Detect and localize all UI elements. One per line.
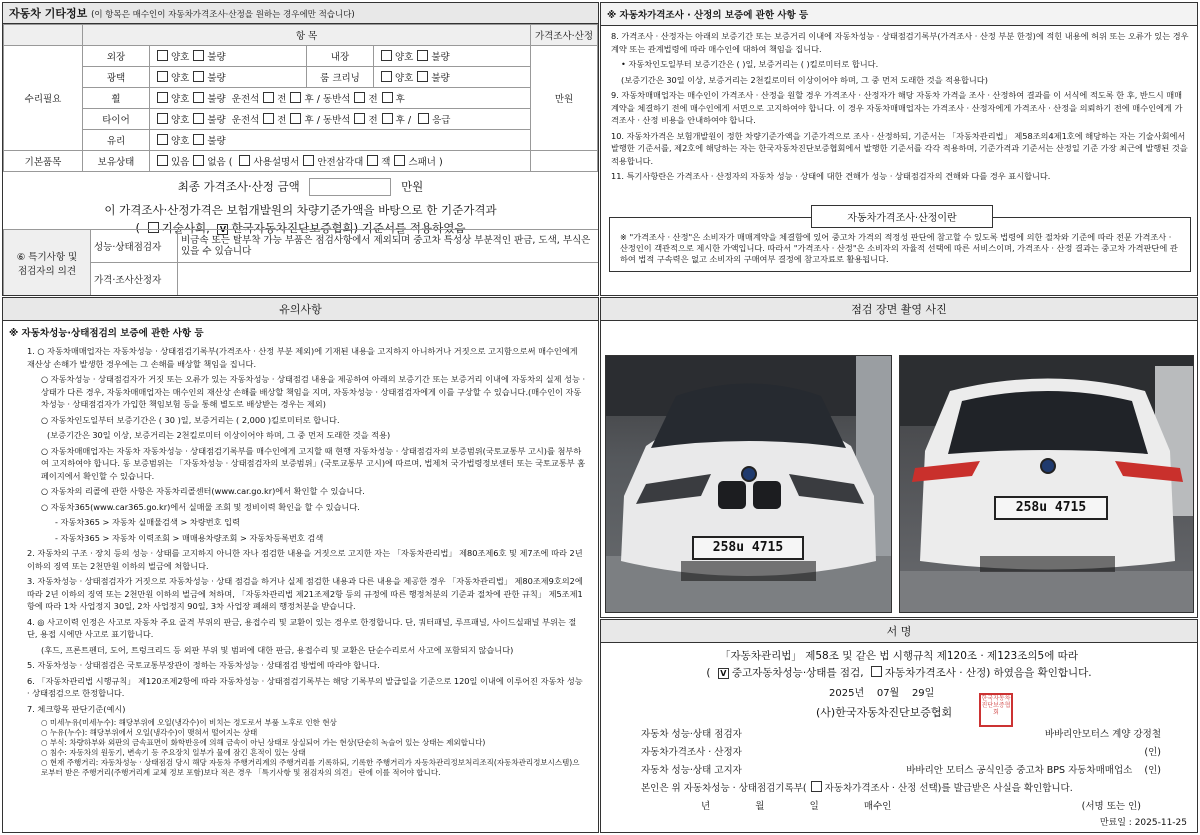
- rear-car-image: [900, 356, 1194, 613]
- association-name: (사)한국자동차진단보증협회: [816, 706, 953, 719]
- notes-panel: [2, 297, 599, 833]
- note-3: 3. 자동차성능 · 상태점검자가 거짓으로 자동차성능 · 상태 점검을 하거나 실제 점검한 내용과 다른 내용을 제공한 경우 「자동차관리법」 제80조제9호의2에 따라 2년 이하의 징역 또는 2천만원 이하의 벌금에 처하며, 「자동차관리법 제21조제2항 등의 규정에 따른 행정처분의 기준과 절차에 관한 규칙」 제5조제1항에 따라 1차 사업정지 30일, 2차 사업정지 90일, 3차 사업장 폐쇄의 행정처분을 받습니다.: [27, 576, 583, 611]
- have-checkbox[interactable]: [157, 155, 168, 166]
- wheel-label: 휠: [83, 88, 150, 109]
- repair-price-unit: 만원: [531, 46, 598, 151]
- jack-label: 잭: [381, 157, 391, 168]
- inspection-checkbox[interactable]: V: [718, 668, 729, 679]
- buyer-day: 일: [809, 801, 819, 812]
- front-license-plate: 258u 4715: [692, 536, 804, 560]
- emergency-label: 응급: [432, 115, 451, 126]
- receipt-post: 자동차가격조사 · 산정 선택)를 발급받은 사실을 확인합니다.: [824, 783, 1073, 794]
- note-7a: ○ 미세누유(미세누수): 해당부위에 오일(냉각수)이 비치는 정도로서 부품 노후로 인한 현상: [41, 718, 337, 727]
- special-label-line1: ⑥ 특기사항 및: [16, 251, 78, 263]
- note-1i: - 자동차365 > 자동차 이력조회 > 매매용차량조회 > 자동차등록번호 검색: [55, 532, 324, 543]
- tire-label: 타이어: [83, 109, 150, 130]
- interior-good-checkbox[interactable]: [381, 50, 392, 61]
- glass-good-checkbox[interactable]: [157, 134, 168, 145]
- buyer-label: 매수인: [863, 801, 892, 812]
- basis-line-1: 이 가격조사·산정가격은 보험개발원의 차량기준가액을 바탕으로 한 기준가격과: [104, 203, 497, 217]
- appraisal-option-label: 자동차가격조사 · 산정) 하였음을 확인합니다.: [884, 667, 1092, 679]
- date-day: 29일: [911, 688, 935, 699]
- item-8-period: • 자동차인도일부터 보증기간은 ( )일, 보증거리는 ( )킬로미터로 합니다.: [621, 59, 879, 69]
- item-col-header: 항 목: [83, 25, 531, 46]
- driver-seat-label: 운전석: [231, 115, 260, 126]
- triangle-checkbox[interactable]: [303, 155, 314, 166]
- appraiser-row: [641, 744, 1161, 762]
- basis-line-2: ( 기술사회, V 한국자동차진단보증협회) 기준서를 적용하였음: [135, 221, 466, 235]
- front-label: 전: [277, 94, 287, 105]
- good-label: 양호: [171, 136, 190, 147]
- appraisal-definition-text: ※ "가격조사 · 산정"은 소비자가 매매계약을 체결함에 있어 중고차 가격의 적정성 판단에 참고할 수 있도록 법령에 의한 절차와 기준에 따라 전문 가격조사 · 산정인이 객관적으로 제시한 가액입니다. 따라서 "가격조사 · 산정"은 소비자의 자율적 선택에 따른 서비스이며, 가격조사 · 산정 결과는 중고차 가격판단에 관하여 법적 구속력은 없고 소비자의 구매여부 결정에 참고자료로 활용됩니다.: [609, 217, 1191, 272]
- tire-pass-rear-checkbox[interactable]: [382, 113, 393, 124]
- special-label-line2: 점검자의 의견: [17, 265, 77, 277]
- date-year: 2025년: [829, 688, 865, 699]
- note-1h: - 자동차365 > 자동차 실매물검색 > 차량번호 입력: [55, 517, 240, 527]
- wheel-driver-rear-checkbox[interactable]: [290, 92, 301, 103]
- receipt-appraisal-checkbox[interactable]: [811, 781, 822, 792]
- bad-label: 불량: [207, 73, 226, 84]
- exterior-label: 외장: [83, 46, 150, 67]
- item-8: 8. 가격조사 · 산정자는 아래의 보증기간 또는 보증거리 이내에 자동차성능 · 상태점검기록부(가격조사 · 산정 부분 한정)에 적힌 내용에 허위 또는 오류가 있는 경우 계약 또는 관계법령에 따라 매수인에 대하여 책임을 집니다.: [611, 31, 1189, 54]
- signature-title: 서 명: [601, 620, 1197, 643]
- manual-checkbox[interactable]: [239, 155, 250, 166]
- note-1b: ○ 자동차성능 · 상태점검자가 거짓 또는 오류가 있는 자동차성능 · 상태점검 내용을 제공하여 아래의 보증기간 또는 보증거리 이내에 자동차의 실제 성능 · 상태가 다른 경우, 자동차매매업자는 매수인의 재산상 손해를 배상할 책임을 지며, 자동차성능 · 상태점검자에게 이를 구상할 수 있습니다.(매수인이 자동차성능 · 상태점검자가 가입한 책임보험 등을 통해 별도로 배상받는 경우는 제외): [41, 374, 586, 409]
- wheel-good-checkbox[interactable]: [157, 92, 168, 103]
- other-info-panel: [2, 2, 599, 296]
- special-notes-table: [3, 229, 599, 296]
- note-1d: (보증기간은 30일 이상, 보증거리는 2천킬로미터 이상이어야 하며, 그 중 먼저 도래한 것을 적용): [47, 430, 391, 440]
- kadg-checkbox[interactable]: V: [217, 224, 228, 235]
- good-label: 양호: [171, 115, 190, 126]
- spanner-label: 스패너: [408, 157, 436, 168]
- interior-label: 내장: [307, 46, 374, 67]
- final-price-input[interactable]: [309, 178, 391, 196]
- passenger-seat-label: 동반석: [322, 115, 351, 126]
- wheel-pass-front-checkbox[interactable]: [354, 92, 365, 103]
- tire-emergency-checkbox[interactable]: [418, 113, 429, 124]
- appraiser-seal: (인): [1144, 747, 1161, 758]
- buyer-sign-label: (서명 또는 인): [1081, 801, 1141, 812]
- front-label: 전: [368, 115, 378, 126]
- exterior-bad-checkbox[interactable]: [193, 50, 204, 61]
- bad-label: 불량: [207, 136, 226, 147]
- notes-title: 유의사항: [3, 298, 598, 321]
- interior-bad-checkbox[interactable]: [417, 50, 428, 61]
- tire-bad-checkbox[interactable]: [193, 113, 204, 124]
- notifier-value: [906, 762, 1161, 780]
- basic-items-label: 기본품목: [4, 151, 83, 172]
- triangle-label: 안전삼각대: [317, 157, 364, 168]
- notes-body: [3, 343, 598, 778]
- inspection-option-label: 중고자동차성능·상태를 점검,: [731, 667, 864, 679]
- manual-label: 사용설명서: [253, 157, 300, 168]
- appraisal-checkbox[interactable]: [871, 666, 882, 677]
- note-1f: ○ 자동차의 리콜에 관한 사항은 자동차리콜센터(www.car.go.kr)에서 확인할 수 있습니다.: [41, 486, 365, 496]
- good-label: 양호: [171, 73, 190, 84]
- room-bad-checkbox[interactable]: [417, 71, 428, 82]
- signature-law-line: 「자동차관리법」 제58조 및 같은 법 시행규칙 제120조 · 제123조의5에 따라: [720, 650, 1078, 662]
- bad-label: 불량: [207, 52, 226, 63]
- rear-label: 후: [395, 94, 405, 105]
- final-price-row: [3, 178, 598, 196]
- inspector-note-text: 비금속 또는 탈부착 가능 부품은 점검사항에서 제외되며 중고차 특성상 부분적인 판금, 도색, 부식은 있을 수 있습니다: [178, 230, 600, 263]
- front-label: 전: [277, 115, 287, 126]
- notifier-seal: (인): [1144, 765, 1161, 776]
- engineers-society-label: 기술사회,: [161, 221, 210, 235]
- front-car-image: [606, 356, 892, 613]
- appraisal-guarantee-body: [601, 26, 1197, 183]
- exterior-good-checkbox[interactable]: [157, 50, 168, 61]
- buyer-sign-space[interactable]: [937, 798, 1037, 816]
- holding-status-label: 보유상태: [83, 151, 150, 172]
- inspector-label: 자동차 성능·상태 점검자: [641, 729, 742, 740]
- glass-bad-checkbox[interactable]: [193, 134, 204, 145]
- inspector-note-label: 성능·상태점검자: [91, 230, 178, 263]
- basis-tail: 기준서를 적용하였음: [361, 221, 466, 235]
- note-6: 6. 「자동차관리법 시행규칙」 제120조제2항에 따라 자동차성능 · 상태점검기록부는 해당 기록부의 발급일을 기준으로 120일 이내에 이루어진 자동차 성능 · 상태점검으로 한정합니다.: [27, 675, 583, 698]
- note-2: 2. 자동차의 구조 · 장치 등의 성능 · 상태를 고지하지 아니한 자나 점검한 내용을 거짓으로 고지한 자는 「자동차관리법」 제80조제6호 및 제7조에 따라 2년 이하의 징역 또는 2천만원 이하의 벌금에 처합니다.: [27, 548, 583, 571]
- other-info-header: [3, 3, 598, 24]
- note-7e: ○ 현재 주행거리: 자동차성능 · 상태점검 당시 해당 자동차 주행거리계의 주행거리를 기록하되, 기록한 주행거리가 자동차관리정보처리조직(자동차관리정보시스템)으로부터 받은 주행거리(주행거리계 교체 정보 포함)보다 적은 경우 「특기사항 및 점검자의 의견」 란에 이를 적어야 합니다.: [41, 758, 580, 777]
- signature-rows: [641, 726, 1161, 816]
- note-1: 1. ○ 자동차매매업자는 자동차성능 · 상태점검기록부(가격조사 · 산정 부분 제외)에 기재된 내용을 고지하지 아니하거나 거짓으로 고지함으로써 매수인에게 재산상 손해가 발생한 경우에는 그 손해를 배상할 책임을 집니다.: [27, 346, 578, 369]
- photos-title: 점검 장면 촬영 사진: [601, 298, 1197, 321]
- good-label: 양호: [171, 94, 190, 105]
- gloss-bad-checkbox[interactable]: [193, 71, 204, 82]
- tire-driver-front-checkbox[interactable]: [263, 113, 274, 124]
- association-seal-text: 한국자동차진단보증협회: [981, 695, 1011, 716]
- expiry-date: 만료일 : 2025-11-25: [1099, 818, 1187, 828]
- photos-panel: [600, 297, 1198, 618]
- kadg-label: 한국자동차진단보증협회): [231, 221, 359, 235]
- note-7b: ○ 누유(누수): 해당부위에서 오일(냉각수)이 맺혀서 떨어지는 상태: [41, 728, 258, 737]
- final-price-label: 최종 가격조사·산정 금액: [177, 179, 300, 194]
- notes-subtitle: ※ 자동차성능·상태점검의 보증에 관한 사항 등: [9, 328, 204, 339]
- notifier-row: [641, 762, 1161, 780]
- none-label: 없음: [207, 157, 226, 168]
- note-1e: ○ 자동차매매업자는 자동차 자동차성능 · 상태점검기록부를 매수인에게 고지할 때 현행 자동차성능 · 상태점검자의 보증범위(국토교통부 고시)를 첨부하여 고지하여야 합니다. 동 보증범위는 「자동차성능 · 상태점검자의 보증범위」(국토교통부 고시)에 따르며, 법제처 국가법령정보센터 또는 국토교통부 홈페이지에서 확인할 수 있습니다.: [41, 445, 586, 481]
- note-7d: ○ 침수: 자동차의 원동기, 변속기 등 주요장치 일부가 물에 잠긴 흔적이 있는 상태: [41, 748, 306, 757]
- passenger-seat-label: 동반석: [322, 94, 351, 105]
- appraiser-label: 자동차가격조사 · 산정자: [641, 747, 742, 758]
- rear-label: 후: [304, 94, 314, 105]
- signature-confirm-line: ( V 중고자동차성능·상태를 점검, 자동차가격조사 · 산정) 하였음을 확인합니다.: [706, 667, 1092, 679]
- glass-label: 유리: [83, 130, 150, 151]
- buyer-month: 월: [755, 801, 765, 812]
- bad-label: 불량: [207, 115, 226, 126]
- gloss-label: 광택: [83, 67, 150, 88]
- tire-driver-rear-checkbox[interactable]: [290, 113, 301, 124]
- appraiser-note-input[interactable]: [178, 263, 600, 296]
- rear-photo: [899, 355, 1194, 613]
- price-col-header: 가격조사·산정: [531, 25, 598, 46]
- wheel-bad-checkbox[interactable]: [193, 92, 204, 103]
- driver-seat-label: 운전석: [231, 94, 260, 105]
- wheel-pass-rear-checkbox[interactable]: [382, 92, 393, 103]
- good-label: 양호: [395, 73, 414, 84]
- item-11: 11. 특기사항란은 가격조사 · 산정자의 자동차 성능 · 상태에 대한 견해가 성능 · 상태점검자의 견해와 다를 경우 표시합니다.: [611, 171, 1051, 181]
- note-1c: ○ 자동차인도일부터 보증기간은 ( 30 )일, 보증거리는 ( 2,000 )킬로미터로 합니다.: [41, 414, 340, 425]
- have-label: 있음: [171, 157, 190, 168]
- bad-label: 불량: [207, 94, 226, 105]
- association-seal: [979, 693, 1013, 727]
- room-good-checkbox[interactable]: [381, 71, 392, 82]
- bad-label: 불량: [431, 52, 450, 63]
- special-notes-label: [4, 230, 91, 296]
- item-9: 9. 자동차매매업자는 매수인이 가격조사 · 산정을 원할 경우 가격조사 · 산정자가 해당 자동차 가격을 조사 · 산정하여 결과를 이 서식에 적도록 한 후, 반드시 매매계약을 체결하기 전에 매수인에게 서면으로 고지하여야 합니다. 이 경우 자동차매매업자는 가격조사 · 산정자에게 가격조사 · 산정을 의뢰하기 전에 매수인에게 가격조사 · 산정 비용을 안내하여야 합니다.: [611, 90, 1183, 125]
- good-label: 양호: [171, 52, 190, 63]
- note-4b: (후드, 프론트펜더, 도어, 트렁크리드 등 외판 부위 및 범퍼에 대한 판금, 용접수리 및 교환은 단순수리로서 사고에 포함되지 않습니다): [41, 644, 514, 655]
- signature-date: [829, 684, 934, 699]
- receipt-row: [641, 780, 1161, 798]
- buyer-year: 년: [701, 801, 711, 812]
- item-8-note: (보증기간은 30일 이상, 보증거리는 2천킬로미터 이상이어야 하며, 그 중 먼저 도래한 것을 적용합니다): [621, 74, 988, 85]
- note-4: 4. ◎ 사고이력 인정은 사고로 자동차 주요 골격 부위의 판금, 용접수리 및 교환이 있는 경우로 한정합니다. 단, 쿼터패널, 루프패널, 사이드실패널 부위는 절단, 용접 시에만 사고로 표기합니다.: [27, 616, 577, 639]
- appraisal-guarantee-title: ※ 자동차가격조사 · 산정의 보증에 관한 사항 등: [601, 3, 1197, 26]
- appraisal-guarantee-panel: [600, 2, 1198, 296]
- notifier-name: 바바리안 모터스 공식인증 중고차 BPS 자동차매매업소: [906, 765, 1133, 776]
- bad-label: 불량: [431, 73, 450, 84]
- other-info-title: 자동차 기타정보: [9, 7, 88, 20]
- tire-good-checkbox[interactable]: [157, 113, 168, 124]
- receipt-pre: 본인은 위 자동차성능 · 상태점검기록부(: [641, 783, 807, 794]
- appraiser-note-label: 가격·조사산정자: [91, 263, 178, 296]
- repair-needed-label: 수리필요: [4, 46, 83, 151]
- inspector-row: [641, 726, 1161, 744]
- note-5: 5. 자동차성능 · 상태점검은 국토교통부장관이 정하는 자동차성능 · 상태점검 방법에 따라야 합니다.: [27, 660, 380, 670]
- date-month: 07월: [876, 688, 900, 699]
- other-info-note: (이 항목은 매수인이 자동차가격조사·산정을 원하는 경우에만 적습니다): [91, 10, 355, 20]
- signature-panel: [600, 619, 1198, 833]
- note-1g: ○ 자동차365(www.car365.go.kr)에서 실매물 조회 및 정비이력 확인을 할 수 있습니다.: [41, 501, 360, 512]
- appraisal-definition-title: 자동차가격조사·산정이란: [811, 205, 993, 228]
- tire-pass-front-checkbox[interactable]: [354, 113, 365, 124]
- rear-label: 후: [304, 115, 314, 126]
- front-photo: [605, 355, 892, 613]
- item-10: 10. 자동차가격은 보험개발원이 정한 차량기준가액을 기준가격으로 조사 · 산정하되, 기준서는 「자동차관리법」 제58조의4제1호에 해당하는 자는 기술사회에서 발행한 기준서를, 제2호에 해당하는 자는 한국자동차진단보증협회에서 발행한 기준서를 각각 적용하며, 기준가격과 기준서는 산정일 기준 가장 최근에 발행된 것을 적용합니다.: [611, 130, 1188, 166]
- note-7c: ○ 부식: 차량하부와 외판의 금속표면이 화학반응에 의해 금속이 아닌 상태로 상실되어 가는 현상(단순히 녹슬어 있는 상태는 제외합니다): [41, 738, 486, 747]
- spanner-checkbox[interactable]: [394, 155, 405, 166]
- repair-table: 항 목 가격조사·산정 수리필요 외장 양호 불량 내장 양호 불량 만원 광택 양호 불량 룸 크리닝 양호 불량 휠 양호 불량 운전석 전 후 / 동반석 전 후 타이어 양호 불량 운전석 전 후 / 동반석 전 후 / 응급 유리 양호 불량 기본품목 보유상태 있음 없음 ( 사용설명서 안전삼각대 잭 스패너 ): [3, 24, 598, 172]
- wheel-driver-front-checkbox[interactable]: [263, 92, 274, 103]
- notifier-label: 자동차 성능·상태 고지자: [641, 765, 742, 776]
- room-cleaning-label: 룸 크리닝: [307, 67, 374, 88]
- note-7: 7. 체크항목 판단기준(예시): [27, 703, 126, 714]
- front-label: 전: [368, 94, 378, 105]
- none-checkbox[interactable]: [193, 155, 204, 166]
- good-label: 양호: [395, 52, 414, 63]
- gloss-good-checkbox[interactable]: [157, 71, 168, 82]
- rear-label: 후: [395, 115, 405, 126]
- rear-license-plate: 258u 4715: [994, 496, 1108, 520]
- jack-checkbox[interactable]: [367, 155, 378, 166]
- inspector-name: 바바리안모터스 계양 강정철: [1044, 729, 1161, 740]
- final-price-unit: 만원: [401, 179, 424, 194]
- buyer-row: [641, 798, 1161, 816]
